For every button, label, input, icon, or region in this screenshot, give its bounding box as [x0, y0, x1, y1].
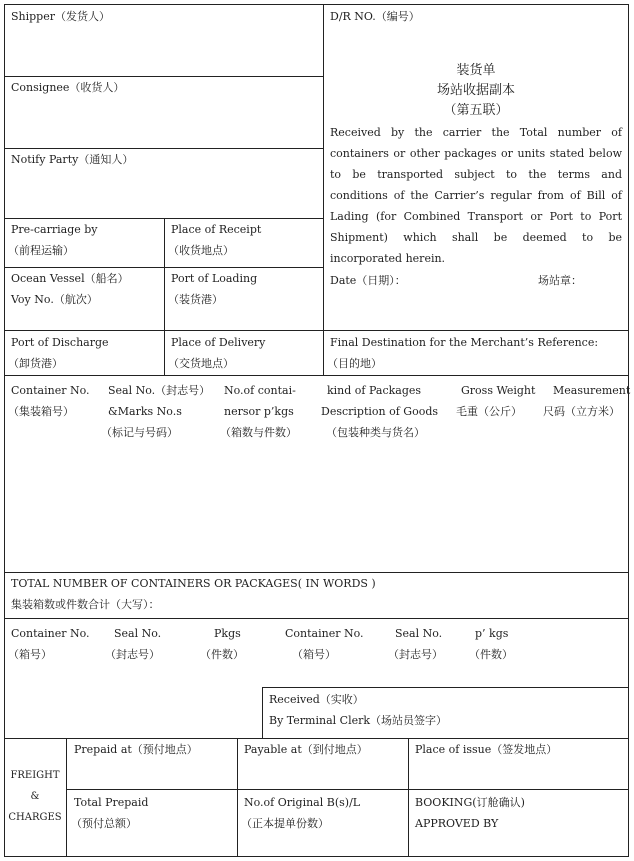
pre-carriage-label: Pre-carriage by [11, 223, 98, 236]
shipper-label: Shipper（发货人） [11, 10, 110, 23]
received-clause: Received by the carrier the Total number of containers or other packages or units stated below to be transported subject to the terms and conditions of the Carrier’s regular from of Bill of Lading (for Combined Transport or Port to Port Shipment) which shall be deemed to be incorporated herein. [330, 126, 622, 265]
detail-pkgs2-label-cn: （件数） [469, 648, 513, 661]
total-packages-label-cn: 集装箱数或件数合计（大写）： [11, 598, 160, 611]
divider-freight-3 [408, 738, 409, 857]
form-title: 装货单 [456, 63, 496, 78]
terminal-clerk-label: By Terminal Clerk（场站员签字） [269, 714, 448, 727]
form-subtitle: 场站收据副本 [436, 83, 515, 98]
detail-seal-no2-label-cn: （封志号） [388, 648, 443, 661]
goods-marks-label: &Marks No.s [108, 405, 182, 418]
detail-pkgs2-label: p’ kgs [475, 627, 509, 640]
goods-description-label: Description of Goods [321, 405, 439, 418]
voy-no-label: Voy No.（航次） [11, 293, 98, 306]
goods-measurement-label-cn: 尺码（立方米） [543, 405, 620, 418]
place-delivery-label-cn: （交货地点） [168, 357, 234, 370]
border-left [4, 4, 5, 857]
detail-seal-no-label: Seal No. [114, 627, 162, 640]
freight-label: FREIGHT [10, 770, 60, 781]
goods-num-containers-label-2: nersor p’kgs [224, 405, 294, 418]
detail-pkgs-label: Pkgs [214, 627, 241, 640]
goods-container-no-label-cn: （集装箱号） [8, 405, 74, 418]
divider-discharge [4, 330, 629, 331]
dr-no-label: D/R NO.（编号） [330, 10, 420, 23]
divider-freight-mid [66, 789, 629, 790]
place-delivery-label: Place of Delivery [171, 336, 266, 349]
pre-carriage-label-cn: （前程运输） [8, 244, 74, 257]
ocean-vessel-label: Ocean Vessel（船名） [11, 272, 129, 285]
divider-goods-top [4, 375, 629, 376]
consignee-label: Consignee（收货人） [11, 81, 125, 94]
port-discharge-label: Port of Discharge [11, 336, 109, 349]
detail-container-no-label: Container No. [11, 627, 90, 640]
divider-received-left [262, 687, 263, 738]
goods-num-containers-label-cn: （箱数与件数） [220, 426, 297, 439]
goods-gross-weight-label-cn: 毛重（公斤） [456, 405, 522, 418]
port-discharge-label-cn: （卸货港） [8, 357, 63, 370]
goods-kind-label-cn: （包装种类与货名） [326, 426, 425, 439]
date-label: Date（日期）： [330, 274, 406, 287]
place-receipt-label-cn: （收货地点） [168, 244, 234, 257]
num-original-bl-label-cn: （正本提单份数） [241, 817, 329, 830]
goods-kind-packages-label: kind of Packages [327, 384, 422, 397]
border-bottom [4, 856, 629, 857]
total-prepaid-label: Total Prepaid [74, 796, 149, 809]
goods-seal-no-label: Seal No.（封志号） [108, 384, 211, 397]
divider-freight-1 [66, 738, 67, 857]
final-destination-label: Final Destination for the Merchant’s Reference: [330, 336, 599, 349]
detail-pkgs-label-cn: （件数） [200, 648, 244, 661]
approved-by-label: APPROVED BY [415, 817, 499, 830]
detail-seal-no2-label: Seal No. [395, 627, 443, 640]
num-original-bl-label: No.of Original B(s)/L [244, 796, 361, 809]
divider-freight-2 [237, 738, 238, 857]
divider-received [262, 687, 629, 688]
received-label: Received（实收） [269, 693, 364, 706]
goods-num-containers-label-1: No.of contai- [224, 384, 296, 397]
detail-container-no2-label: Container No. [285, 627, 364, 640]
goods-gross-weight-label: Gross Weight [461, 384, 536, 397]
divider-detail [4, 618, 629, 619]
booking-label: BOOKING(订舱确认) [415, 796, 525, 809]
place-of-issue-label: Place of issue（签发地点） [415, 743, 558, 756]
charges-label: CHARGES [8, 812, 62, 823]
freight-ampersand: & [30, 791, 40, 802]
goods-container-no-label: Container No. [11, 384, 90, 397]
prepaid-at-label: Prepaid at（预付地点） [74, 743, 198, 756]
payable-at-label: Payable at（到付地点） [244, 743, 368, 756]
border-right [628, 4, 629, 857]
total-prepaid-label-cn: （预付总额） [71, 817, 137, 830]
place-receipt-label: Place of Receipt [171, 223, 262, 236]
final-destination-label-cn: （目的地） [327, 357, 382, 370]
detail-container-no-label-cn: （箱号） [8, 648, 52, 661]
goods-measurement-label: Measurement [553, 384, 631, 397]
notify-party-label: Notify Party（通知人） [11, 153, 134, 166]
port-loading-label: Port of Loading [171, 272, 258, 285]
detail-seal-no-label-cn: （封志号） [105, 648, 160, 661]
goods-marks-label-cn: （标记与号码） [101, 426, 178, 439]
port-loading-label-cn: （装货港） [168, 293, 223, 306]
stamp-label: 场站章： [538, 274, 582, 287]
form-copy-number: （第五联） [443, 103, 509, 118]
border-top [4, 4, 629, 5]
detail-container-no2-label-cn: （箱号） [292, 648, 336, 661]
total-packages-label: TOTAL NUMBER OF CONTAINERS OR PACKAGES( IN WORDS ) [11, 577, 376, 590]
divider-route-mid [164, 218, 165, 376]
